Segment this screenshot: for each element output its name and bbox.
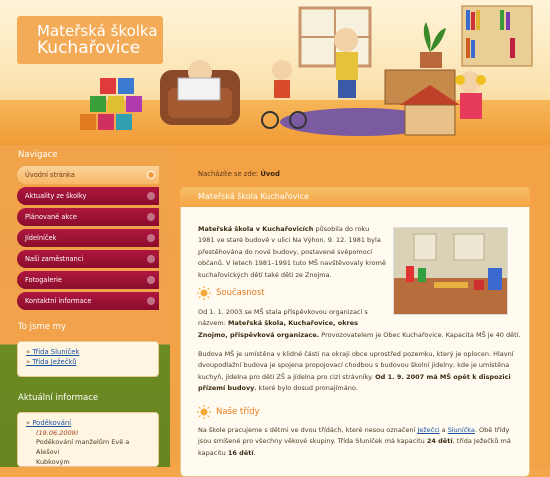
menu-item-contact[interactable] — [17, 292, 159, 310]
class-link-hedgehogs[interactable]: » Třída Ježečků — [26, 358, 150, 366]
intro-text: 1981 ve staré budově v ulici Na Výhon. 9. 12. 1981 byla — [198, 236, 381, 245]
present-text: Provozovatelem je Obec Kuchařovice. Kapacita MŠ je 40 dětí. — [319, 330, 521, 339]
logo-title-line2: Kuchařovice — [37, 38, 141, 58]
menu-item-menu[interactable] — [17, 229, 159, 247]
menu-item-label: Fotogalerie — [25, 276, 62, 284]
news-date: (19.06.2009) — [36, 429, 79, 437]
bullet-icon — [147, 276, 155, 284]
about-box — [17, 341, 159, 377]
present-paragraph — [198, 307, 521, 341]
menu-item-label: Aktuality ze školky — [25, 192, 87, 200]
sun-icon — [197, 286, 211, 300]
news-text-line2: Kubkovým — [36, 458, 70, 466]
intro-text: kuchařovických dětí také děti ze Znojma. — [198, 270, 332, 279]
menu-item-label: Úvodní stránka — [25, 171, 75, 179]
classes-bold: 24 dětí — [426, 437, 453, 446]
menu-item-home[interactable] — [17, 166, 159, 184]
bullet-icon — [147, 171, 155, 179]
menu-item-label: Naši zaměstnanci — [25, 255, 84, 263]
bullet-icon — [147, 213, 155, 221]
section-heading-present: Současnost — [216, 288, 265, 298]
bullet-icon — [147, 234, 155, 242]
sun-icon — [197, 405, 211, 419]
class-link-suns-inline[interactable]: Sluníčka — [447, 426, 475, 434]
news-link[interactable]: » Poděkování — [26, 419, 150, 427]
about-heading: To jsme my — [18, 322, 66, 332]
building-text: dvoupodlažní budova je spojena propojovací chodbou s budovou školní jídelny, kde je umístěna — [198, 361, 510, 370]
building-text: Budova MŠ je umístěna v klidné části na okraji obce uprostřed pozemku, který je oplocen. Hlavní — [198, 350, 514, 358]
breadcrumb-prefix: Nacházíte se zde: — [198, 170, 259, 178]
news-heading: Aktuální informace — [18, 393, 99, 403]
classes-text: , třída Ježečků má — [452, 437, 511, 446]
classes-text: . — [253, 448, 256, 457]
classes-bold: 16 dětí — [227, 448, 254, 457]
intro-text: působila do roku — [313, 225, 370, 233]
menu-item-news[interactable] — [17, 187, 159, 205]
building-bold: přízemí budovy — [198, 384, 255, 393]
menu-item-label: Kontaktní informace — [25, 297, 92, 305]
building-bold: Od 1. 9. 2007 má MŠ opět k dispozici — [375, 372, 511, 381]
classes-text: Na škole pracujeme s dětmi ve dvou třídách, které nesou označení — [198, 426, 418, 434]
logo-title-line1: Mateřská školka — [37, 22, 158, 40]
intro-paragraph — [198, 224, 386, 281]
classes-paragraph — [198, 425, 511, 459]
bullet-icon — [147, 192, 155, 200]
classes-text: a — [439, 426, 448, 434]
intro-text: přestěhována do nové budovy, postavené svépomocí — [198, 247, 373, 256]
bullet-icon — [147, 297, 155, 305]
page-title: Mateřská škola Kuchařovice — [198, 192, 309, 201]
classes-text: kapacitu — [198, 448, 228, 457]
building-text: kuchyň, jídelna pro děti ZŠ a jídelna pro cizí strávníky. — [198, 372, 376, 381]
classes-text: . Obě třídy — [474, 426, 510, 434]
menu-item-label: Jídelníček — [25, 234, 57, 242]
classes-text: jsou smíšené pro všechny věkové skupiny. Třída Sluníček má kapacitu — [198, 437, 427, 446]
menu-item-photo-gallery[interactable] — [17, 271, 159, 289]
building-text: , které bylo dosud pronajímáno. — [254, 384, 358, 393]
bullet-icon — [147, 255, 155, 263]
header — [0, 0, 550, 145]
intro-text: občanů. V letech 1981–1991 tuto MŠ navštěvovaly kromě — [198, 259, 386, 268]
present-bold: Mateřská škola, Kuchařovice, okres — [227, 319, 359, 328]
navigation-heading: Navigace — [18, 150, 58, 160]
present-text: Od 1. 1. 2003 se MŠ stala příspěvkovou organizací s — [198, 308, 368, 316]
present-bold: Znojmo, příspěvková organizace. — [198, 330, 320, 339]
present-text: názvem: — [198, 319, 228, 328]
class-link-hedgehogs-inline[interactable]: Ježečci — [417, 426, 440, 434]
menu-item-staff[interactable] — [17, 250, 159, 268]
intro-bold: Mateřská škola v Kuchařovicích — [198, 225, 314, 233]
breadcrumb-current: Úvod — [260, 170, 280, 178]
section-heading-classes: Naše třídy — [216, 407, 260, 417]
building-paragraph — [198, 349, 514, 395]
classroom-photo-image — [394, 228, 507, 314]
class-link-suns[interactable]: » Třída Sluníček — [26, 348, 150, 356]
menu-item-label: Plánované akce — [25, 213, 77, 221]
classroom-photo — [393, 227, 508, 315]
breadcrumb — [198, 170, 280, 178]
news-text-line1: Poděkování manželům Evě a Alešovi — [36, 438, 130, 456]
menu-item-planned-events[interactable] — [17, 208, 159, 226]
news-box — [17, 412, 159, 467]
